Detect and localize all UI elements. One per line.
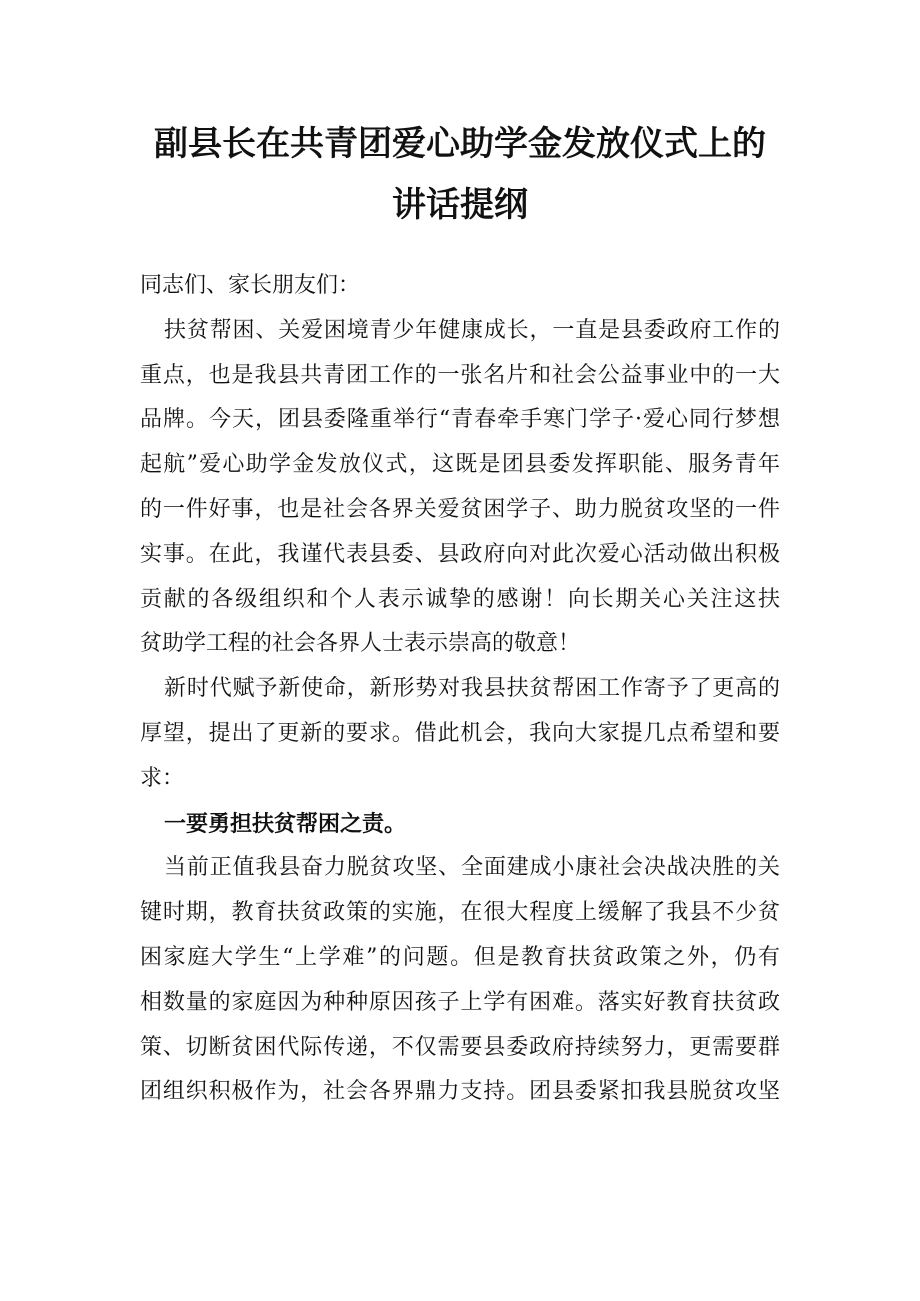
text-line: 团组织积极作为，社会各界鼎力支持。团县委紧扣我县脱贫攻坚	[140, 1079, 780, 1105]
document-body	[140, 264, 780, 1115]
text-line: 起航”爱心助学金发放仪式，这既是团县委发挥职能、服务青年	[140, 452, 780, 478]
section-heading: 一要勇担扶贫帮困之责。	[164, 810, 407, 837]
text-line: 厚望，提出了更新的要求。借此机会，我向大家提几点希望和要	[140, 720, 780, 746]
text-line: 贫助学工程的社会各界人士表示崇高的敬意！	[140, 631, 581, 657]
text-line: 当前正值我县奋力脱贫攻坚、全面建成小康社会决战决胜的关	[164, 855, 780, 881]
text-line: 相数量的家庭因为种种原因孩子上学有困难。落实好教育扶贫政	[140, 989, 780, 1015]
text-line: 求：	[140, 765, 185, 791]
text-line: 同志们、家长朋友们：	[140, 273, 361, 298]
text-line: 重点，也是我县共青团工作的一张名片和社会公益事业中的一大	[140, 362, 780, 388]
text-line: 的一件好事，也是社会各界关爱贫困学子、助力脱贫攻坚的一件	[140, 496, 780, 522]
text-line: 策、切断贫困代际传递，不仅需要县委政府持续努力，更需要群	[140, 1034, 780, 1060]
text-line: 键时期，教育扶贫政策的实施，在很大程度上缓解了我县不少贫	[140, 900, 780, 926]
text-line: 扶贫帮困、关爱困境青少年健康成长，一直是县委政府工作的	[164, 317, 780, 343]
text-line: 实事。在此，我谨代表县委、县政府向对此次爱心活动做出积极	[140, 541, 780, 567]
document-title-line-1: 副县长在共青团爱心助学金发放仪式上的	[154, 124, 766, 164]
document-title-line-2: 讲话提纲	[392, 185, 528, 225]
text-line: 品牌。今天，团县委隆重举行“青春牵手寒门学子·爱心同行梦想	[140, 407, 780, 433]
text-line: 贡献的各级组织和个人表示诚挚的感谢！向长期关心关注这扶	[140, 586, 780, 612]
text-line: 新时代赋予新使命，新形势对我县扶贫帮困工作寄予了更高的	[164, 676, 780, 702]
text-line: 困家庭大学生“上学难”的问题。但是教育扶贫政策之外，仍有	[140, 944, 780, 970]
